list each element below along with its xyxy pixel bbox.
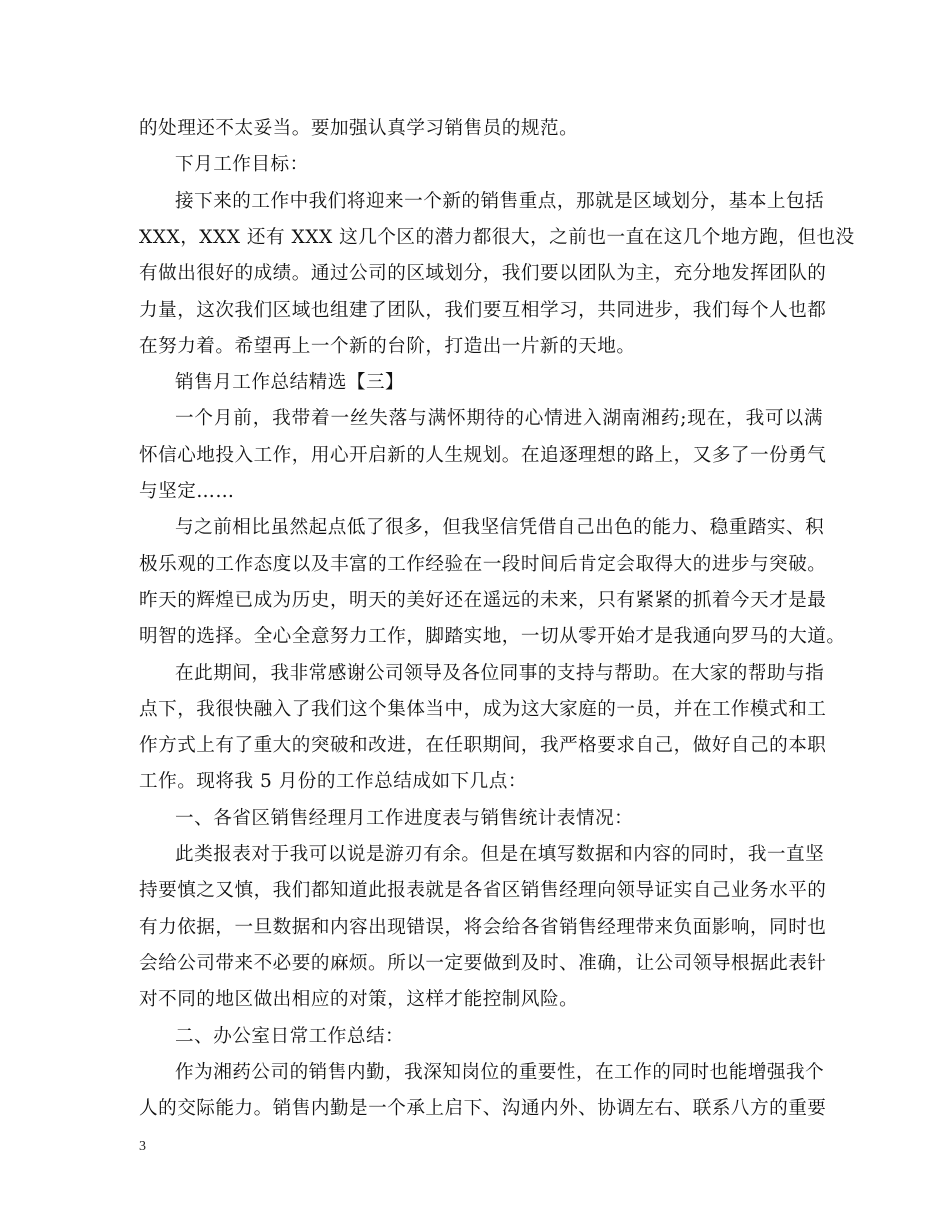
text-line: 会给公司带来不必要的麻烦。所以一定要做到及时、准确，让公司领导根据此表针	[139, 952, 827, 974]
text-line: 明智的选择。全心全意努力工作，脚踏实地，一切从零开始才是我通向罗马的大道。	[139, 626, 846, 648]
text-line: 作方式上有了重大的突破和改进，在任职期间，我严格要求自己，做好自己的本职	[139, 735, 827, 757]
text-line: 此类报表对于我可以说是游刃有余。但是在填写数据和内容的同时，我一直坚	[175, 844, 825, 865]
text-line: 持要慎之又慎，我们都知道此报表就是各省区销售经理向领导证实自己业务水平的	[139, 880, 827, 902]
text-line: 有做出很好的成绩。通过公司的区域划分，我们要以团队为主，充分地发挥团队的	[139, 263, 827, 285]
text-line: XXX，XXX 还有 XXX 这几个区的潜力都很大，之前也一直在这几个地方跑，但也没	[139, 226, 855, 248]
text-line: 接下来的工作中我们将迎来一个新的销售重点，那就是区域划分，基本上包括	[175, 190, 825, 212]
page-number: 3	[139, 1139, 146, 1154]
text-line: 一个月前，我带着一丝失落与满怀期待的心情进入湖南湘药;现在，我可以满	[175, 408, 823, 430]
text-line: 昨天的辉煌已成为历史，明天的美好还在遥远的未来，只有紧紧的抓着今天才是最	[139, 589, 827, 611]
text-line: 怀信心地投入工作，用心开启新的人生规划。在追逐理想的路上，又多了一份勇气	[139, 444, 827, 466]
text-line: 人的交际能力。销售内勤是一个承上启下、沟通内外、协调左右、联系八方的重要	[139, 1098, 827, 1120]
text-line: 点下，我很快融入了我们这个集体当中，成为这大家庭的一员，并在工作模式和工	[139, 698, 827, 720]
text-line: 销售月工作总结精选【三】	[175, 372, 405, 394]
text-line: 对不同的地区做出相应的对策，这样才能控制风险。	[139, 989, 579, 1011]
text-line: 有力依据，一旦数据和内容出现错误，将会给各省销售经理带来负面影响，同时也	[139, 916, 827, 938]
text-line: 一、各省区销售经理月工作进度表与销售统计表情况：	[175, 807, 634, 829]
text-line: 的处理还不太妥当。要加强认真学习销售员的规范。	[139, 118, 579, 139]
text-line: 在此期间，我非常感谢公司领导及各位同事的支持与帮助。在大家的帮助与指	[175, 662, 825, 684]
text-line: 与之前相比虽然起点低了很多，但我坚信凭借自己出色的能力、稳重踏实、积	[175, 517, 825, 539]
text-line: 下月工作目标：	[175, 154, 309, 176]
text-line: 二、办公室日常工作总结：	[175, 1025, 405, 1047]
text-line: 工作。现将我 5 月份的工作总结成如下几点：	[139, 771, 527, 793]
text-line: 作为湘药公司的销售内勤，我深知岗位的重要性，在工作的同时也能增强我个	[175, 1061, 825, 1083]
text-line: 极乐观的工作态度以及丰富的工作经验在一段时间后肯定会取得大的进步与突破。	[139, 553, 827, 575]
text-line: 与坚定……	[139, 481, 235, 502]
text-line: 力量，这次我们区域也组建了团队，我们要互相学习，共同进步，我们每个人也都	[139, 299, 827, 321]
text-line: 在努力着。希望再上一个新的台阶，打造出一片新的天地。	[139, 335, 636, 357]
